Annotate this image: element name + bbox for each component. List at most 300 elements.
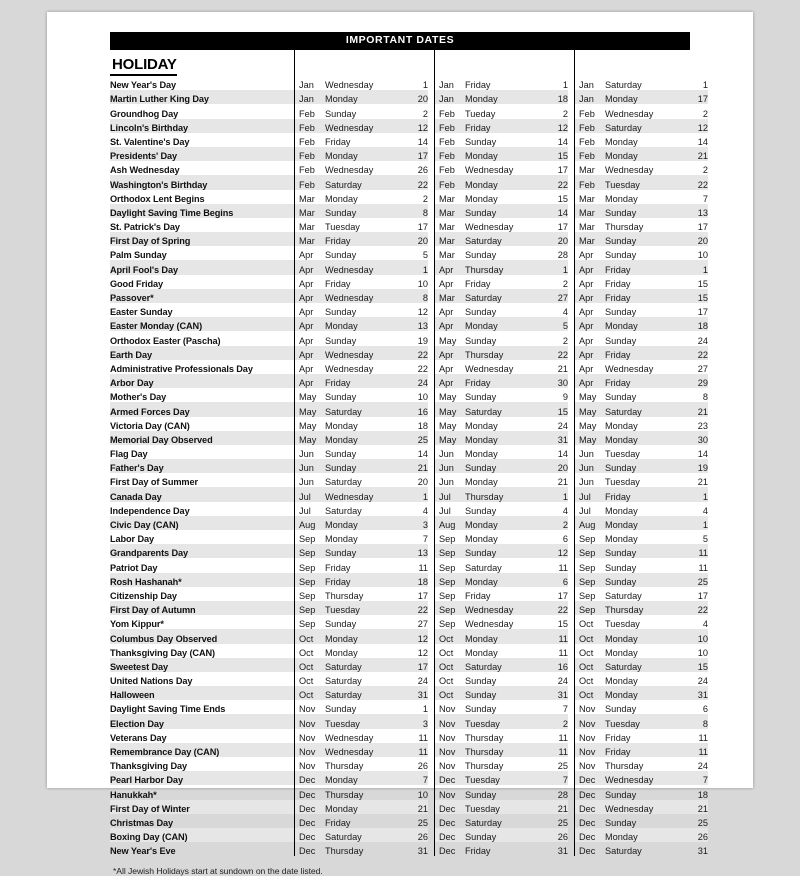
weekday-cell-2: Friday bbox=[465, 590, 491, 601]
table-row bbox=[110, 573, 714, 587]
month-cell-2: May bbox=[439, 420, 457, 431]
table-row bbox=[110, 331, 714, 345]
month-cell-3: Apr bbox=[579, 335, 594, 346]
month-cell-3: May bbox=[579, 392, 597, 403]
month-cell-2: Nov bbox=[439, 761, 456, 772]
daynum-cell-2: 6 bbox=[562, 534, 568, 545]
weekday-cell-3: Monday bbox=[605, 317, 680, 331]
table-row bbox=[110, 175, 714, 189]
cell-spacer bbox=[708, 814, 714, 828]
table-row bbox=[110, 771, 714, 785]
month-cell-1: Nov bbox=[299, 714, 325, 728]
weekday-cell-3: Monday bbox=[605, 647, 638, 658]
weekday-cell-2: Sunday bbox=[465, 789, 497, 800]
holiday-name-cell: Mother's Day bbox=[110, 392, 167, 403]
weekday-cell-1: Saturday bbox=[325, 686, 400, 700]
month-cell-1: Jun bbox=[299, 449, 314, 460]
holiday-name-cell: Earth Day bbox=[110, 346, 294, 360]
weekday-cell-1: Friday bbox=[325, 374, 400, 388]
daynum-cell-3: 23 bbox=[697, 420, 708, 431]
month-cell-1: Jul bbox=[299, 505, 311, 516]
month-cell-2: Feb bbox=[439, 147, 465, 161]
holiday-name-cell: United Nations Day bbox=[110, 676, 193, 687]
table-row bbox=[110, 544, 714, 558]
daynum-cell-1: 11 bbox=[400, 743, 428, 757]
weekday-cell-1: Monday bbox=[325, 771, 400, 785]
weekday-cell-1: Wednesday bbox=[325, 346, 400, 360]
month-cell-2: Nov bbox=[439, 743, 465, 757]
holiday-name-cell: Election Day bbox=[110, 714, 294, 728]
cell-spacer bbox=[708, 615, 714, 629]
daynum-cell-2: 28 bbox=[557, 250, 568, 261]
month-cell-2: Sep bbox=[439, 573, 465, 587]
daynum-cell-1: 7 bbox=[422, 534, 428, 545]
month-cell-1: Jul bbox=[299, 487, 325, 501]
cell-spacer bbox=[708, 558, 714, 572]
daynum-cell-2: 12 bbox=[540, 119, 568, 133]
month-cell-3: Mar bbox=[579, 222, 595, 233]
cell-spacer bbox=[708, 303, 714, 317]
daynum-cell-1: 14 bbox=[417, 449, 428, 460]
daynum-cell-2: 25 bbox=[557, 761, 568, 772]
cell-spacer bbox=[708, 700, 714, 714]
month-cell-2: Feb bbox=[439, 119, 465, 133]
table-row bbox=[110, 246, 714, 260]
weekday-cell-1: Wednesday bbox=[325, 363, 374, 374]
weekday-cell-3: Friday bbox=[605, 374, 680, 388]
month-cell-1: May bbox=[299, 402, 325, 416]
weekday-cell-1: Wednesday bbox=[325, 165, 374, 176]
daynum-cell-3: 31 bbox=[680, 686, 708, 700]
holiday-name-cell: Presidents' Day bbox=[110, 147, 294, 161]
month-cell-2: Jan bbox=[439, 90, 465, 104]
table-row bbox=[110, 558, 714, 572]
weekday-cell-2: Monday bbox=[465, 516, 540, 530]
weekday-cell-1: Wednesday bbox=[325, 732, 374, 743]
month-cell-2: Sep bbox=[439, 534, 456, 545]
page-sheet bbox=[47, 12, 753, 876]
table-row bbox=[110, 686, 714, 700]
month-cell-3: Sep bbox=[579, 590, 596, 601]
table-row bbox=[110, 218, 714, 232]
holiday-name-cell: Memorial Day Observed bbox=[110, 431, 294, 445]
holiday-name-cell: Daylight Saving Time Begins bbox=[110, 204, 294, 218]
holiday-name-cell: Boxing Day (CAN) bbox=[110, 828, 294, 842]
banner-important-dates bbox=[110, 32, 690, 50]
cell-spacer bbox=[708, 76, 714, 90]
holiday-name-cell: Independence Day bbox=[110, 505, 190, 516]
daynum-cell-3: 21 bbox=[680, 800, 708, 814]
month-cell-1: Mar bbox=[299, 204, 325, 218]
daynum-cell-3: 14 bbox=[697, 136, 708, 147]
weekday-cell-3: Sunday bbox=[605, 544, 680, 558]
table-row bbox=[110, 743, 714, 757]
daynum-cell-3: 24 bbox=[697, 676, 708, 687]
weekday-cell-2: Sunday bbox=[465, 204, 540, 218]
month-cell-1: Apr bbox=[299, 346, 325, 360]
table-row bbox=[110, 190, 714, 204]
weekday-cell-1: Wednesday bbox=[325, 80, 374, 91]
table-row bbox=[110, 601, 714, 615]
weekday-cell-2: Monday bbox=[465, 629, 540, 643]
weekday-cell-2: Thursday bbox=[465, 346, 540, 360]
weekday-cell-1: Monday bbox=[325, 647, 358, 658]
month-cell-3: Oct bbox=[579, 647, 594, 658]
month-cell-1: Apr bbox=[299, 374, 325, 388]
table-row bbox=[110, 388, 714, 402]
weekday-cell-3: Monday bbox=[605, 534, 638, 545]
weekday-cell-2: Saturday bbox=[465, 289, 540, 303]
cell-spacer bbox=[708, 785, 714, 799]
weekday-cell-1: Friday bbox=[325, 232, 400, 246]
month-cell-3: Jun bbox=[579, 459, 605, 473]
daynum-cell-3: 15 bbox=[680, 658, 708, 672]
daynum-cell-2: 14 bbox=[557, 136, 568, 147]
holiday-name-cell: First Day of Autumn bbox=[110, 601, 294, 615]
daynum-cell-2: 20 bbox=[540, 232, 568, 246]
weekday-cell-1: Friday bbox=[325, 817, 351, 828]
month-cell-1: Apr bbox=[299, 278, 314, 289]
cell-spacer bbox=[708, 90, 714, 104]
daynum-cell-2: 22 bbox=[540, 346, 568, 360]
daynum-cell-2: 7 bbox=[562, 704, 568, 715]
weekday-cell-1: Thursday bbox=[325, 846, 364, 857]
holiday-name-cell: First Day of Winter bbox=[110, 800, 294, 814]
cell-spacer bbox=[708, 658, 714, 672]
holiday-name-cell: Canada Day bbox=[110, 487, 294, 501]
weekday-cell-3: Monday bbox=[605, 505, 638, 516]
weekday-cell-3: Tuesday bbox=[605, 714, 680, 728]
month-cell-3: Feb bbox=[579, 108, 595, 119]
month-cell-3: Dec bbox=[579, 789, 596, 800]
month-cell-1: Apr bbox=[299, 307, 314, 318]
cell-spacer bbox=[708, 431, 714, 445]
month-cell-1: Apr bbox=[299, 289, 325, 303]
month-cell-2: Mar bbox=[439, 222, 455, 233]
daynum-cell-3: 14 bbox=[697, 449, 708, 460]
daynum-cell-2: 15 bbox=[557, 619, 568, 630]
weekday-cell-1: Thursday bbox=[325, 590, 364, 601]
daynum-cell-2: 2 bbox=[562, 108, 568, 119]
weekday-cell-2: Monday bbox=[465, 147, 540, 161]
daynum-cell-3: 1 bbox=[680, 487, 708, 501]
holiday-name-cell: Labor Day bbox=[110, 534, 155, 545]
month-cell-1: Sep bbox=[299, 590, 316, 601]
daynum-cell-1: 17 bbox=[400, 147, 428, 161]
month-cell-1: Oct bbox=[299, 647, 314, 658]
daynum-cell-3: 2 bbox=[702, 108, 708, 119]
weekday-cell-2: Sunday bbox=[465, 828, 540, 842]
month-cell-2: Aug bbox=[439, 516, 465, 530]
weekday-cell-3: Friday bbox=[605, 346, 680, 360]
month-cell-2: Oct bbox=[439, 658, 465, 672]
weekday-cell-1: Monday bbox=[325, 516, 400, 530]
weekday-cell-3: Monday bbox=[605, 629, 680, 643]
daynum-cell-2: 16 bbox=[540, 658, 568, 672]
table-row bbox=[110, 76, 714, 90]
month-cell-2: Apr bbox=[439, 278, 454, 289]
weekday-cell-2: Thursday bbox=[465, 743, 540, 757]
weekday-cell-1: Sunday bbox=[325, 704, 357, 715]
weekday-cell-3: Monday bbox=[605, 136, 638, 147]
weekday-cell-3: Sunday bbox=[605, 704, 637, 715]
daynum-cell-3: 5 bbox=[702, 534, 708, 545]
weekday-cell-3: Tuesday bbox=[605, 477, 640, 488]
daynum-cell-1: 25 bbox=[417, 817, 428, 828]
daynum-cell-2: 11 bbox=[558, 647, 568, 658]
daynum-cell-3: 10 bbox=[697, 250, 708, 261]
month-cell-3: Nov bbox=[579, 704, 596, 715]
important-dates-sheet bbox=[110, 32, 708, 876]
month-cell-2: May bbox=[439, 402, 465, 416]
weekday-cell-2: Thursday bbox=[465, 487, 540, 501]
weekday-cell-2: Wednesday bbox=[465, 165, 514, 176]
cell-spacer bbox=[708, 757, 714, 771]
weekday-cell-1: Saturday bbox=[325, 477, 362, 488]
month-cell-3: Dec bbox=[579, 828, 605, 842]
daynum-cell-3: 25 bbox=[697, 817, 708, 828]
daynum-cell-1: 13 bbox=[400, 544, 428, 558]
cell-spacer bbox=[708, 714, 714, 728]
weekday-cell-1: Wednesday bbox=[325, 260, 400, 274]
daynum-cell-2: 15 bbox=[557, 193, 568, 204]
weekday-cell-1: Saturday bbox=[325, 402, 400, 416]
weekday-cell-2: Thursday bbox=[465, 732, 504, 743]
month-cell-3: May bbox=[579, 402, 605, 416]
month-cell-2: Dec bbox=[439, 800, 465, 814]
daynum-cell-3: 1 bbox=[680, 516, 708, 530]
month-cell-3: Jun bbox=[579, 477, 594, 488]
daynum-cell-3: 20 bbox=[680, 232, 708, 246]
daynum-cell-1: 12 bbox=[417, 647, 428, 658]
cell-spacer bbox=[708, 587, 714, 601]
weekday-cell-3: Tuesday bbox=[605, 619, 640, 630]
weekday-cell-1: Wednesday bbox=[325, 119, 400, 133]
daynum-cell-2: 24 bbox=[557, 676, 568, 687]
daynum-cell-1: 16 bbox=[400, 402, 428, 416]
daynum-cell-3: 7 bbox=[702, 193, 708, 204]
daynum-cell-3: 11 bbox=[680, 743, 708, 757]
holiday-name-cell: Passover* bbox=[110, 289, 294, 303]
cell-spacer bbox=[708, 530, 714, 544]
daynum-cell-3: 24 bbox=[697, 761, 708, 772]
weekday-cell-3: Wednesday bbox=[605, 108, 654, 119]
month-cell-2: May bbox=[439, 335, 457, 346]
holiday-name-cell: Armed Forces Day bbox=[110, 402, 294, 416]
weekday-cell-2: Monday bbox=[465, 175, 540, 189]
holiday-name-cell: New Year's Eve bbox=[110, 846, 176, 857]
cell-spacer bbox=[708, 232, 714, 246]
holiday-name-cell: Ash Wednesday bbox=[110, 165, 180, 176]
table-row bbox=[110, 615, 714, 629]
month-cell-3: Dec bbox=[579, 800, 605, 814]
weekday-cell-2: Friday bbox=[465, 119, 540, 133]
weekday-cell-2: Sunday bbox=[465, 676, 497, 687]
daynum-cell-3: 11 bbox=[698, 732, 708, 743]
table-header-row bbox=[110, 50, 714, 76]
month-cell-1: Jan bbox=[299, 90, 325, 104]
holiday-name-cell: First Day of Summer bbox=[110, 477, 198, 488]
table-row bbox=[110, 445, 714, 459]
weekday-cell-3: Wednesday bbox=[605, 363, 654, 374]
daynum-cell-3: 13 bbox=[680, 204, 708, 218]
holiday-name-cell: Civic Day (CAN) bbox=[110, 516, 294, 530]
table-row bbox=[110, 700, 714, 714]
month-cell-3: Apr bbox=[579, 289, 605, 303]
daynum-cell-2: 31 bbox=[557, 846, 568, 857]
daynum-cell-3: 12 bbox=[680, 119, 708, 133]
cell-spacer bbox=[708, 204, 714, 218]
month-cell-2: Dec bbox=[439, 828, 465, 842]
daynum-cell-2: 18 bbox=[540, 90, 568, 104]
daynum-cell-2: 5 bbox=[540, 317, 568, 331]
month-cell-3: Mar bbox=[579, 165, 595, 176]
daynum-cell-3: 8 bbox=[702, 392, 708, 403]
daynum-cell-1: 10 bbox=[417, 278, 428, 289]
weekday-cell-3: Saturday bbox=[605, 80, 642, 91]
month-cell-1: Feb bbox=[299, 136, 315, 147]
daynum-cell-1: 27 bbox=[417, 619, 428, 630]
daynum-cell-1: 1 bbox=[422, 704, 428, 715]
daynum-cell-2: 2 bbox=[562, 278, 568, 289]
holiday-name-cell: Victoria Day (CAN) bbox=[110, 420, 190, 431]
month-cell-2: May bbox=[439, 392, 457, 403]
month-cell-2: Jun bbox=[439, 459, 465, 473]
cell-spacer bbox=[708, 445, 714, 459]
table-row bbox=[110, 119, 714, 133]
cell-spacer bbox=[708, 360, 714, 374]
weekday-cell-2: Monday bbox=[465, 317, 540, 331]
weekday-cell-2: Sunday bbox=[465, 505, 497, 516]
weekday-cell-2: Sunday bbox=[465, 250, 497, 261]
weekday-cell-1: Monday bbox=[325, 629, 400, 643]
month-cell-3: Apr bbox=[579, 363, 594, 374]
weekday-cell-3: Saturday bbox=[605, 846, 642, 857]
daynum-cell-2: 2 bbox=[562, 335, 568, 346]
month-cell-3: Nov bbox=[579, 732, 596, 743]
daynum-cell-3: 31 bbox=[697, 846, 708, 857]
month-cell-3: May bbox=[579, 431, 605, 445]
daynum-cell-2: 11 bbox=[558, 562, 568, 573]
daynum-cell-2: 25 bbox=[557, 817, 568, 828]
weekday-cell-3: Wednesday bbox=[605, 771, 680, 785]
month-cell-3: Apr bbox=[579, 260, 605, 274]
table-row bbox=[110, 785, 714, 799]
table-row bbox=[110, 260, 714, 274]
weekday-cell-2: Sunday bbox=[465, 686, 540, 700]
weekday-cell-1: Sunday bbox=[325, 459, 400, 473]
holiday-name-cell: Orthodox Lent Begins bbox=[110, 193, 205, 204]
daynum-cell-3: 15 bbox=[680, 289, 708, 303]
weekday-cell-1: Saturday bbox=[325, 505, 362, 516]
month-cell-2: May bbox=[439, 431, 465, 445]
daynum-cell-2: 31 bbox=[540, 686, 568, 700]
month-cell-3: Apr bbox=[579, 374, 605, 388]
daynum-cell-2: 21 bbox=[557, 363, 568, 374]
table-row bbox=[110, 133, 714, 147]
daynum-cell-2: 15 bbox=[540, 147, 568, 161]
holiday-name-cell: Groundhog Day bbox=[110, 108, 179, 119]
month-cell-2: Dec bbox=[439, 846, 456, 857]
month-cell-3: Dec bbox=[579, 846, 596, 857]
weekday-cell-3: Wednesday bbox=[605, 800, 680, 814]
month-cell-2: Dec bbox=[439, 771, 465, 785]
month-cell-2: Sep bbox=[439, 601, 465, 615]
holiday-name-cell: St. Valentine's Day bbox=[110, 136, 190, 147]
daynum-cell-3: 22 bbox=[680, 346, 708, 360]
holiday-name-cell: Easter Sunday bbox=[110, 307, 173, 318]
weekday-cell-3: Sunday bbox=[605, 204, 680, 218]
daynum-cell-1: 22 bbox=[400, 346, 428, 360]
table-row bbox=[110, 161, 714, 175]
weekday-cell-2: Wednesday bbox=[465, 619, 514, 630]
month-cell-2: Mar bbox=[439, 204, 465, 218]
month-cell-1: Feb bbox=[299, 119, 325, 133]
weekday-cell-3: Monday bbox=[605, 676, 638, 687]
cell-spacer bbox=[708, 119, 714, 133]
daynum-cell-1: 25 bbox=[400, 431, 428, 445]
weekday-cell-1: Monday bbox=[325, 420, 358, 431]
month-cell-1: Oct bbox=[299, 676, 314, 687]
table-row bbox=[110, 530, 714, 544]
weekday-cell-1: Monday bbox=[325, 431, 400, 445]
weekday-cell-2: Monday bbox=[465, 647, 498, 658]
daynum-cell-1: 20 bbox=[400, 232, 428, 246]
holiday-name-cell: Orthodox Easter (Pascha) bbox=[110, 335, 221, 346]
daynum-cell-3: 25 bbox=[680, 573, 708, 587]
weekday-cell-3: Monday bbox=[605, 193, 638, 204]
month-cell-1: Feb bbox=[299, 165, 315, 176]
weekday-cell-3: Friday bbox=[605, 487, 680, 501]
month-cell-3: Nov bbox=[579, 743, 605, 757]
daynum-cell-1: 2 bbox=[422, 193, 428, 204]
cell-spacer bbox=[708, 147, 714, 161]
daynum-cell-2: 24 bbox=[557, 420, 568, 431]
month-cell-2: Dec bbox=[439, 817, 456, 828]
daynum-cell-3: 17 bbox=[697, 222, 708, 233]
weekday-cell-2: Monday bbox=[465, 420, 498, 431]
month-cell-1: Sep bbox=[299, 534, 316, 545]
weekday-cell-3: Wednesday bbox=[605, 165, 654, 176]
month-cell-3: Feb bbox=[579, 119, 605, 133]
page-title: HOLIDAY bbox=[110, 57, 177, 76]
month-cell-3: Sep bbox=[579, 562, 596, 573]
month-cell-1: Dec bbox=[299, 817, 316, 828]
month-cell-1: Mar bbox=[299, 222, 315, 233]
table-row bbox=[110, 402, 714, 416]
month-cell-2: Mar bbox=[439, 289, 465, 303]
table-row bbox=[110, 90, 714, 104]
daynum-cell-2: 14 bbox=[557, 449, 568, 460]
weekday-cell-2: Sunday bbox=[465, 335, 497, 346]
weekday-cell-2: Sunday bbox=[465, 459, 540, 473]
cell-spacer bbox=[708, 104, 714, 118]
weekday-cell-2: Friday bbox=[465, 278, 491, 289]
daynum-cell-2: 26 bbox=[540, 828, 568, 842]
month-cell-2: Apr bbox=[439, 346, 465, 360]
weekday-cell-3: Saturday bbox=[605, 590, 642, 601]
holiday-name-cell: Washington's Birthday bbox=[110, 175, 294, 189]
holiday-name-cell: April Fool's Day bbox=[110, 260, 294, 274]
holiday-name-cell: Citizenship Day bbox=[110, 590, 177, 601]
holiday-name-cell: Remembrance Day (CAN) bbox=[110, 743, 294, 757]
daynum-cell-3: 24 bbox=[697, 335, 708, 346]
daynum-cell-1: 22 bbox=[417, 363, 428, 374]
daynum-cell-1: 22 bbox=[400, 601, 428, 615]
month-cell-3: Oct bbox=[579, 658, 605, 672]
weekday-cell-1: Friday bbox=[325, 573, 400, 587]
daynum-cell-1: 11 bbox=[418, 732, 428, 743]
